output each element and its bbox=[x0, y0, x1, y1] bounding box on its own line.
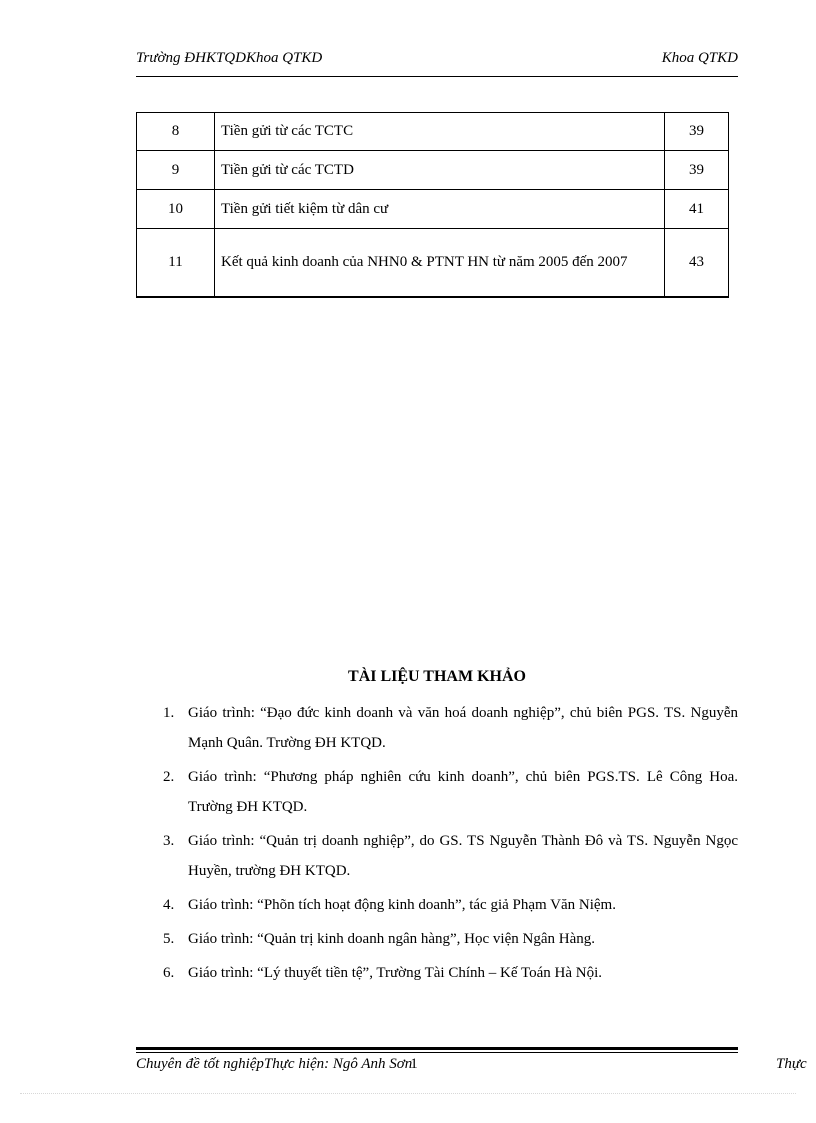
row-page: 39 bbox=[665, 113, 729, 151]
footer-author-text: Chuyên đề tốt nghiệpThực hiện: Ngô Anh Sơn bbox=[136, 1056, 413, 1072]
item-number: 5. bbox=[163, 931, 175, 947]
item-text: Giáo trình: “Đạo đức kinh doanh và văn hoá doanh nghiệp”, chủ biên PGS. TS. Nguyễn Mạnh Quân. Trường ĐH KTQD. bbox=[188, 705, 738, 751]
footer-left-text bbox=[136, 1056, 418, 1073]
row-title: Kết quả kinh doanh của NHN0 & PTNT HN từ năm 2005 đến 2007 bbox=[215, 229, 665, 297]
figures-table bbox=[136, 112, 729, 298]
list-item bbox=[136, 890, 738, 920]
list-item bbox=[136, 826, 738, 886]
item-number: 4. bbox=[163, 897, 175, 913]
header-rule bbox=[136, 76, 738, 77]
item-text: Giáo trình: “Quản trị doanh nghiệp”, do GS. TS Nguyễn Thành Đô và TS. Nguyễn Ngọc Huyền, trường ĐH KTQD. bbox=[188, 833, 738, 879]
item-text: Giáo trình: “Phõn tích hoạt động kinh doanh”, tác giả Phạm Văn Niệm. bbox=[188, 897, 616, 913]
row-number: 10 bbox=[137, 190, 215, 229]
item-number: 6. bbox=[163, 965, 175, 981]
list-item bbox=[136, 924, 738, 954]
header-right-text: Khoa QTKD bbox=[661, 50, 738, 66]
page-number: 1 bbox=[410, 1056, 418, 1072]
header-left-text: Trường ĐHKTQDKhoa QTKD bbox=[136, 50, 323, 66]
row-number: 9 bbox=[137, 151, 215, 190]
page-edge-dotted-line bbox=[20, 1093, 796, 1094]
footer-rule-thick bbox=[136, 1047, 738, 1050]
table-row bbox=[137, 151, 729, 190]
references-heading: TÀI LIỆU THAM KHẢO bbox=[348, 668, 526, 685]
item-number: 3. bbox=[163, 833, 175, 849]
item-text: Giáo trình: “Lý thuyết tiền tệ”, Trường Tài Chính – Kế Toán Hà Nội. bbox=[188, 965, 602, 981]
list-item bbox=[136, 958, 738, 988]
row-page: 39 bbox=[665, 151, 729, 190]
row-title: Tiền gửi từ các TCTD bbox=[215, 151, 665, 190]
table-row bbox=[137, 113, 729, 151]
page-header bbox=[136, 48, 738, 72]
row-page: 43 bbox=[665, 229, 729, 297]
table-row bbox=[137, 229, 729, 297]
row-title: Tiền gửi từ các TCTC bbox=[215, 113, 665, 151]
item-number: 1. bbox=[163, 705, 175, 721]
table-row bbox=[137, 190, 729, 229]
row-page: 41 bbox=[665, 190, 729, 229]
references-list bbox=[136, 698, 738, 992]
item-number: 2. bbox=[163, 769, 175, 785]
item-text: Giáo trình: “Quản trị kinh doanh ngân hàng”, Học viện Ngân Hàng. bbox=[188, 931, 595, 947]
row-title: Tiền gửi tiết kiệm từ dân cư bbox=[215, 190, 665, 229]
list-item bbox=[136, 698, 738, 758]
list-item bbox=[136, 762, 738, 822]
item-text: Giáo trình: “Phương pháp nghiên cứu kinh doanh”, chủ biên PGS.TS. Lê Công Hoa. Trường ĐH KTQD. bbox=[188, 769, 738, 815]
footer-right-text: Thực bbox=[776, 1056, 807, 1072]
row-number: 11 bbox=[137, 229, 215, 297]
footer-rule-thin bbox=[136, 1052, 738, 1053]
row-number: 8 bbox=[137, 113, 215, 151]
